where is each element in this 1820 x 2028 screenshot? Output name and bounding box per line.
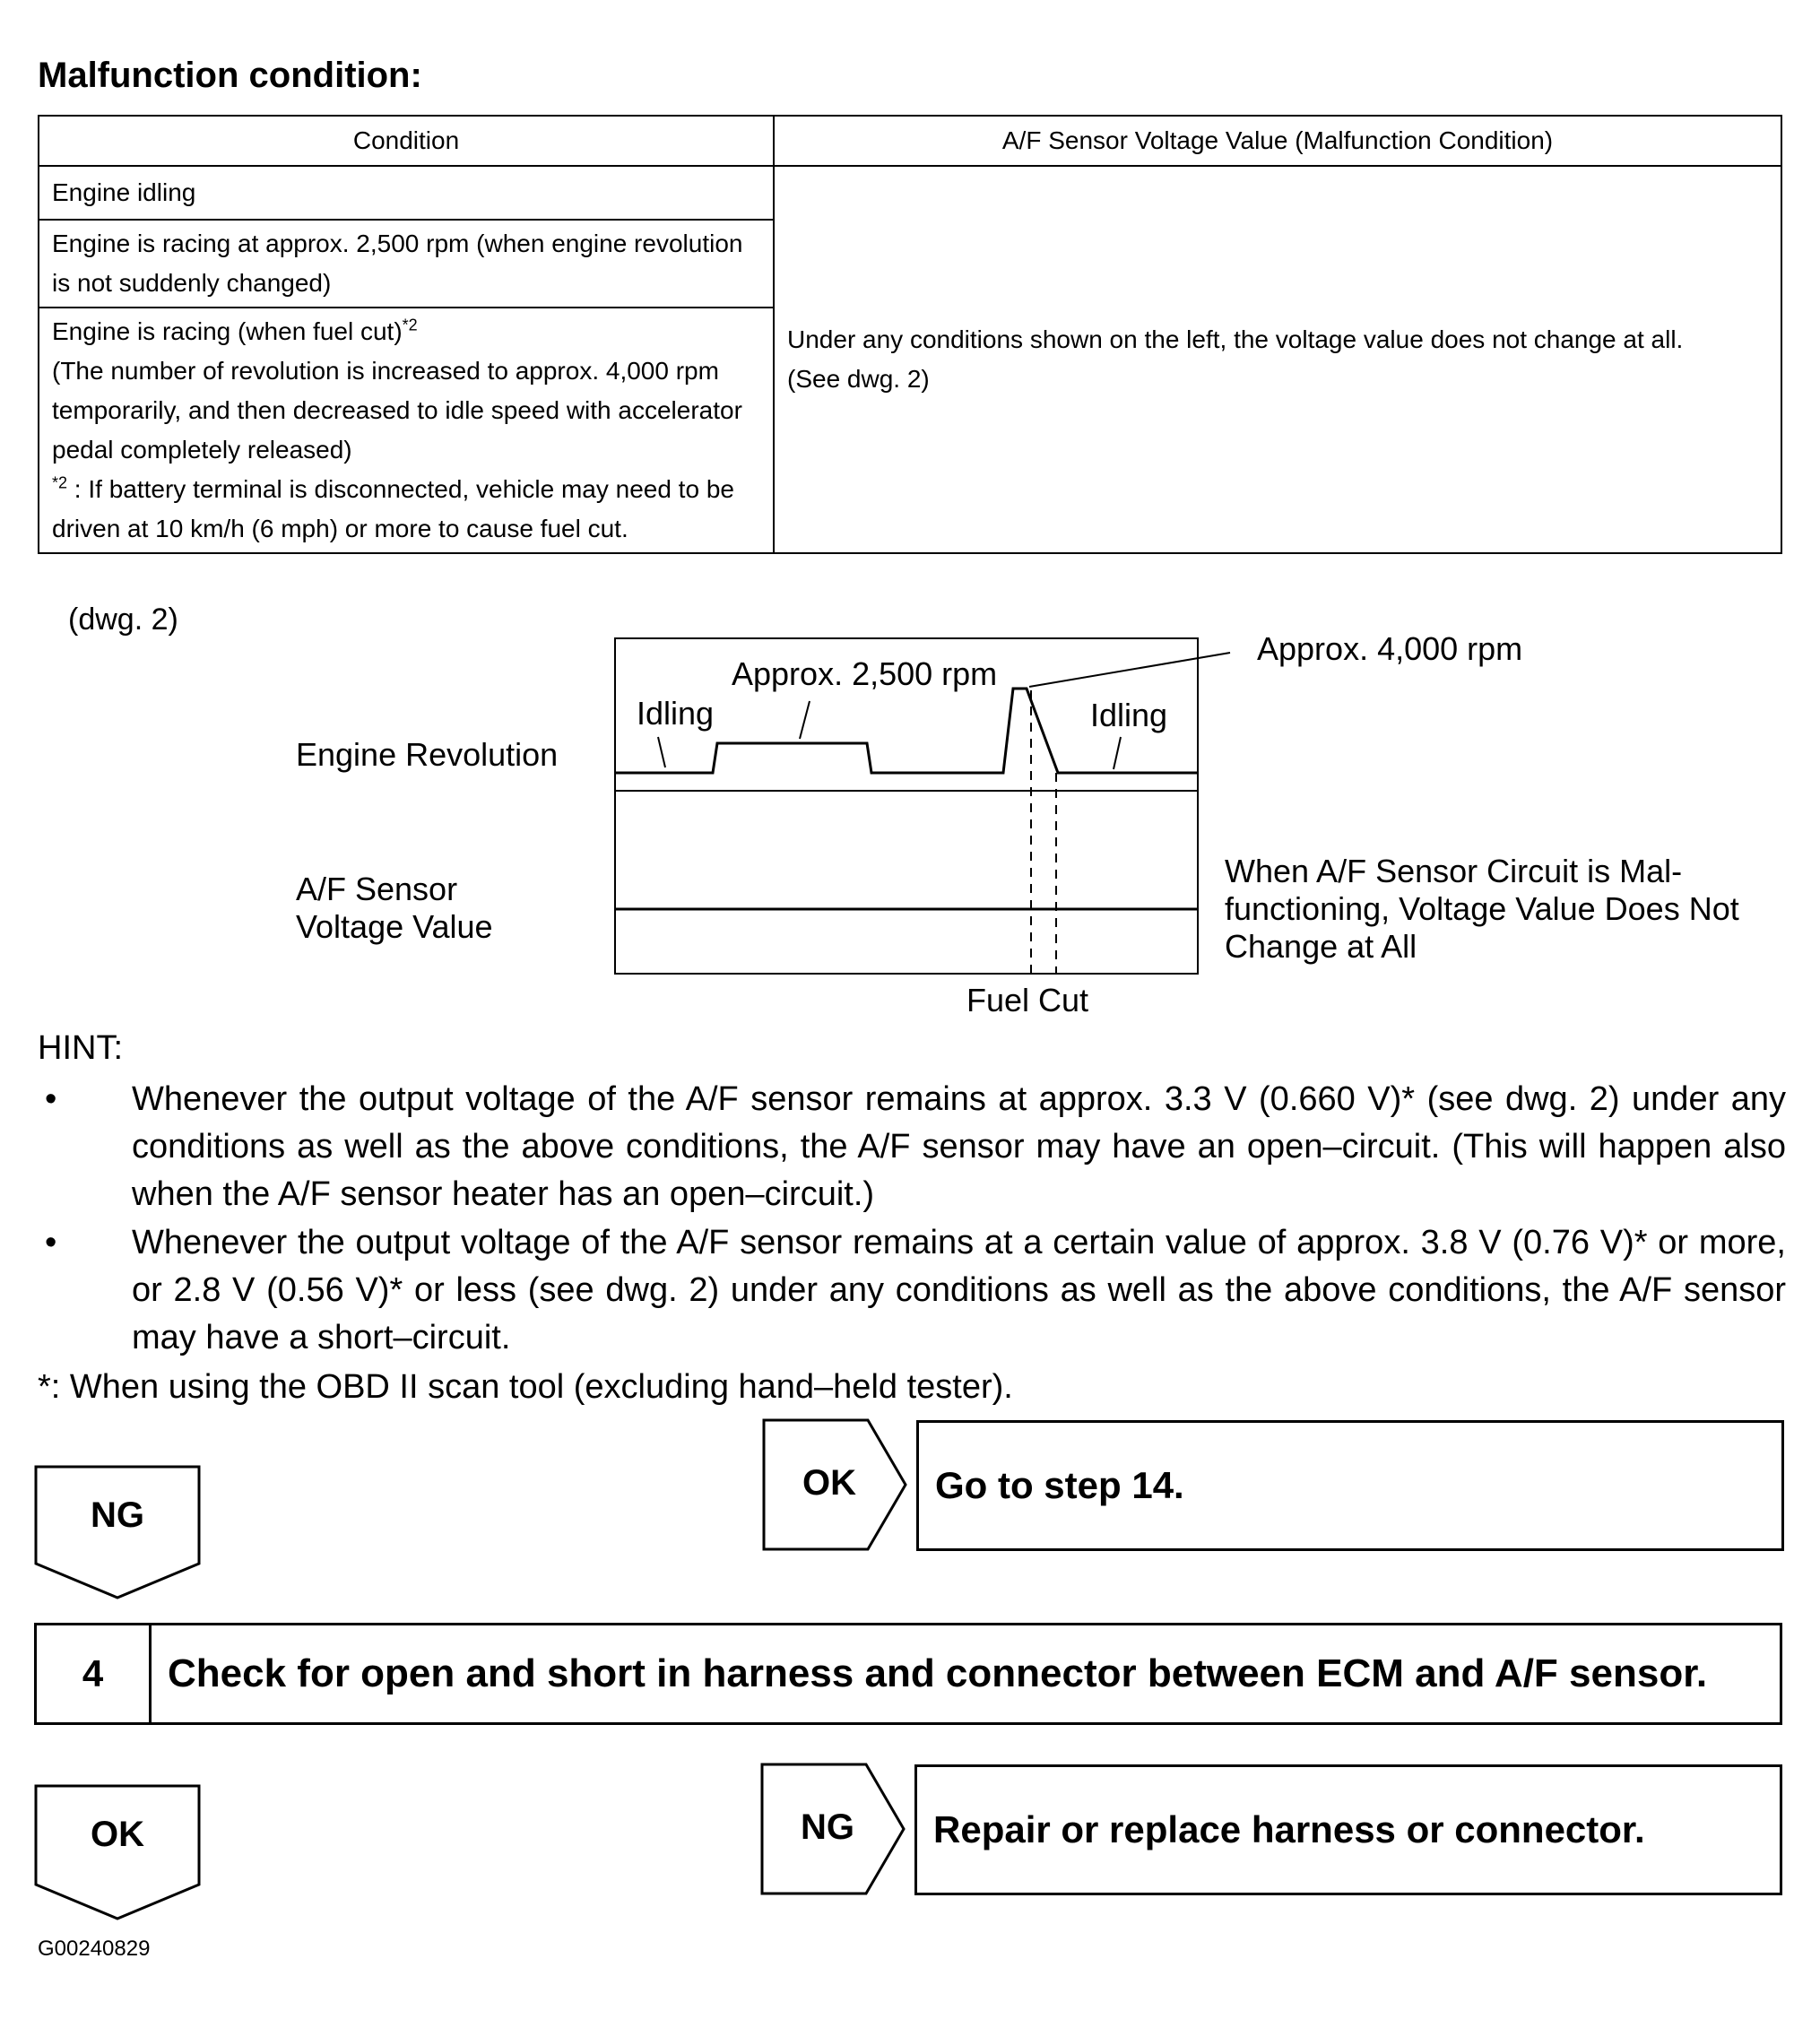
ng-label: NG: [91, 1495, 144, 1535]
scan-tool-footnote: *: When using the OBD II scan tool (excluding hand–held tester).: [38, 1368, 1013, 1406]
hint-bullet: [38, 1219, 1786, 1362]
footnote-marker: *2: [402, 316, 418, 334]
ng-action-text: Repair or replace harness or connector.: [933, 1808, 1645, 1850]
idling-right-leader: [1114, 737, 1121, 769]
step-number: 4: [37, 1625, 152, 1722]
fuel-cut-detail: (The number of revolution is increased to approx. 4,000 rpm temporarily, and then decreased to idle speed with accelerator pedal completely released): [52, 357, 742, 464]
condition-idling: Engine idling: [39, 166, 774, 220]
malfunction-note-line1: When A/F Sensor Circuit is Mal-: [1225, 853, 1683, 889]
bullet-icon: •: [45, 1224, 57, 1261]
bullet-icon: •: [45, 1080, 57, 1118]
footnote-marker: *2: [52, 473, 68, 492]
fuel-cut-condition: Engine is racing (when fuel cut): [52, 317, 403, 345]
step-4-header: [34, 1623, 1782, 1725]
af-sensor-label-line1: A/F Sensor: [296, 871, 458, 907]
fuel-cut-note-text: : If battery terminal is disconnected, vehicle may need to be driven at 10 km/h (6 mph) or more to cause fuel cut.: [52, 475, 734, 542]
ng-label: NG: [801, 1807, 854, 1847]
fuel-cut-label: Fuel Cut: [966, 982, 1089, 1018]
figure-id: G00240829: [38, 1937, 151, 1961]
repair-replace-box: [914, 1764, 1782, 1895]
hint-title: HINT:: [38, 1029, 123, 1067]
approx-2500-label: Approx. 2,500 rpm: [732, 655, 998, 692]
voltage-value-text: Under any conditions shown on the left, the voltage value does not change at all.: [787, 325, 1684, 353]
column-header-condition: Condition: [39, 116, 774, 166]
ok-action-text: Go to step 14.: [935, 1464, 1184, 1506]
approx-2500-leader: [800, 701, 810, 739]
approx-4000-leader: [1029, 653, 1230, 687]
malfunction-heading: Malfunction condition:: [38, 56, 422, 95]
step-title: Check for open and short in harness and connector between ECM and A/F sensor.: [168, 1651, 1708, 1695]
ok-label: OK: [91, 1815, 144, 1854]
af-sensor-label-line2: Voltage Value: [296, 908, 493, 945]
ok-label: OK: [802, 1463, 856, 1503]
drawing-label: (dwg. 2): [68, 602, 178, 637]
malfunction-note-line3: Change at All: [1225, 928, 1417, 965]
malfunction-note-line2: functioning, Voltage Value Does Not: [1225, 890, 1739, 927]
idling-left-label: Idling: [637, 695, 715, 732]
approx-4000-label: Approx. 4,000 rpm: [1257, 630, 1523, 667]
hint-bullet: [38, 1076, 1786, 1218]
column-header-voltage-value: A/F Sensor Voltage Value (Malfunction Condition): [774, 116, 1781, 166]
idling-left-leader: [658, 737, 665, 767]
voltage-value-reference: (See dwg. 2): [787, 365, 930, 393]
hint-bullet-text: Whenever the output voltage of the A/F sensor remains at approx. 3.3 V (0.660 V)* (see dwg. 2) under any conditions as well as the above conditions, the A/F sensor may have an open–circuit. (This will happen also when the A/F sensor heater has an open–circuit.): [132, 1080, 1786, 1213]
idling-right-label: Idling: [1090, 697, 1168, 733]
go-to-step-14-box: [916, 1420, 1784, 1551]
hint-bullet-text: Whenever the output voltage of the A/F sensor remains at a certain value of approx. 3.8 V (0.76 V)* or more, or 2.8 V (0.56 V)* or less (see dwg. 2) under any conditions as well as the above conditions, the A/F sensor may have a short–circuit.: [132, 1224, 1786, 1356]
condition-racing-2500: Engine is racing at approx. 2,500 rpm (when engine revolution is not suddenly changed): [39, 220, 774, 308]
engine-revolution-label: Engine Revolution: [296, 736, 559, 773]
